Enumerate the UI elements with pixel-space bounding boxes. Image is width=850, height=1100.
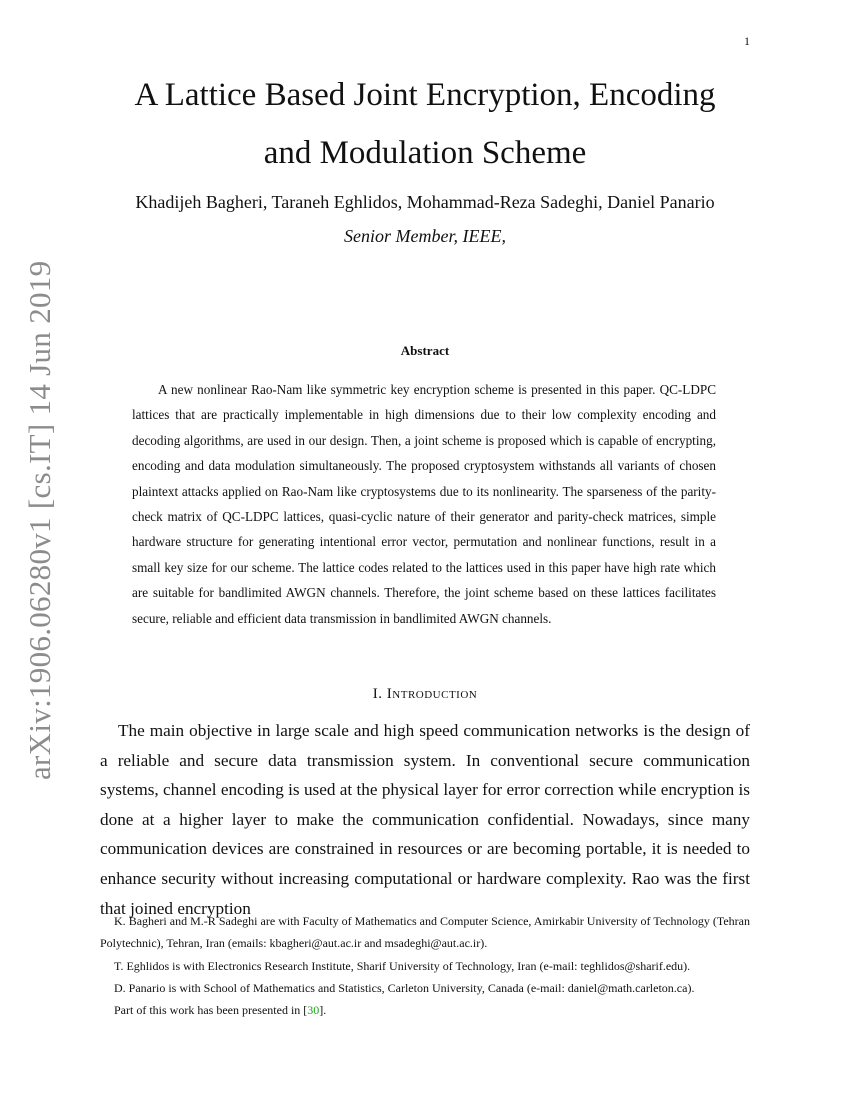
author-list: Khadijeh Bagheri, Taraneh Eghlidos, Mohammad-Reza Sadeghi, Daniel Panario (135, 192, 715, 212)
introduction-paragraph: The main objective in large scale and high speed communication networks is the design of a reliable and secure data transmission system. In conventional secure communication systems, channel encoding is used at the physical layer for error correction while encryption is done at a higher layer to make the communication confidential. Nowadays, since many communication devices are constrained in resources or are becoming portable, it is needed to enhance security without increasing computational or hardware complexity. Rao was the first that joined encryption (100, 721, 750, 918)
abstract-heading: Abstract (400, 343, 450, 358)
title-line-1: A Lattice Based Joint Encryption, Encoding (134, 77, 716, 113)
section-number: I. (372, 686, 383, 702)
footnote-eghlidos: T. Eghlidos is with Electronics Research Institute, Sharif University of Technology, Iran (e-mail: teghlidos@sharif.edu). (114, 959, 691, 973)
arxiv-identifier-stamp[interactable]: arXiv:1906.06280v1 [cs.IT] 14 Jun 2019 (22, 260, 57, 780)
paper-title (60, 66, 790, 182)
abstract-text: A new nonlinear Rao-Nam like symmetric key encryption scheme is presented in this paper. QC-LDPC lattices that are practically implementable in high dimensions due to their low complexity encoding and decoding algorithms, are used in our design. Then, a joint scheme is proposed which is capable of encrypting, encoding and data modulation simultaneously. The proposed cryptosystem withstands all variants of chosen plaintext attacks applied on Rao-Nam like cryptosystems due to its nonlinearity. The sparseness of the parity-check matrix of QC-LDPC lattices, quasi-cyclic nature of their generator and parity-check matrices, simple hardware structure for generating intentional error vector, permutation and nonlinear functions, result in a small key size for our scheme. The lattice codes related to the lattices used in this paper have high rate which are suitable for bandlimited AWGN channels. Therefore, the joint scheme based on these lattices facilitates secure, reliable and efficient data transmission in bandlimited AWGN channels. (132, 382, 716, 626)
citation-link[interactable]: 30 (307, 1003, 320, 1017)
section-heading-introduction (0, 686, 850, 703)
footnote-bagheri-sadeghi: K. Bagheri and M.-R Sadeghi are with Faculty of Mathematics and Computer Science, Amirkabir University of Technology (Tehran Polytechnic), Tehran, Iran (emails: kbagheri@aut.ac.ir and msadeghi@aut.ac.ir). (100, 914, 750, 950)
footnote-text: Part of this work has been presented in [ (114, 1003, 308, 1017)
footnote-panario: D. Panario is with School of Mathematics and Statistics, Carleton University, Canada (e-mail: daniel@math.carleton.ca). (114, 981, 695, 995)
title-line-2: and Modulation Scheme (263, 135, 587, 171)
footnote-prior-presentation (100, 1000, 764, 1022)
section-title: Introduction (386, 686, 478, 702)
footnote-text-end: ]. (319, 1003, 327, 1017)
page-number: 1 (744, 34, 750, 48)
author-affiliation: Senior Member, IEEE, (344, 226, 506, 246)
